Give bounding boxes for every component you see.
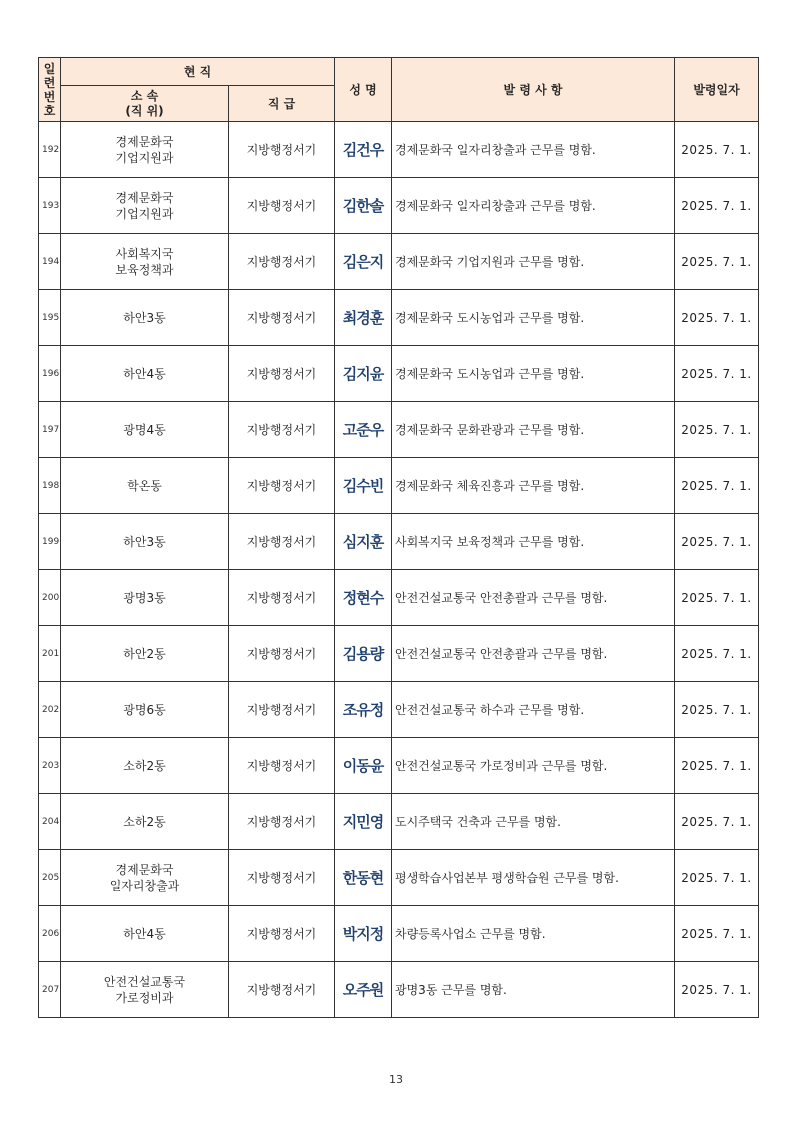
row-serial-number: 205 (39, 850, 61, 906)
table-row (39, 906, 759, 962)
row-grade: 지방행정서기 (229, 570, 335, 626)
row-name: 심지훈 (335, 514, 392, 570)
header-unit: 소 속 (직 위) (61, 86, 229, 122)
row-date: 2025. 7. 1. (675, 290, 759, 346)
row-grade: 지방행정서기 (229, 962, 335, 1018)
row-unit: 학온동 (61, 458, 229, 514)
row-date: 2025. 7. 1. (675, 906, 759, 962)
row-name: 박지정 (335, 906, 392, 962)
row-grade: 지방행정서기 (229, 346, 335, 402)
row-name: 김용량 (335, 626, 392, 682)
row-order: 차량등록사업소 근무를 명함. (392, 906, 675, 962)
row-unit: 하안4동 (61, 906, 229, 962)
row-order: 경제문화국 일자리창출과 근무를 명함. (392, 122, 675, 178)
row-name: 고준우 (335, 402, 392, 458)
row-name: 김건우 (335, 122, 392, 178)
table-row (39, 738, 759, 794)
row-serial-number: 199 (39, 514, 61, 570)
table-row (39, 290, 759, 346)
row-unit: 광명6동 (61, 682, 229, 738)
header-name: 성 명 (335, 58, 392, 122)
row-serial-number: 200 (39, 570, 61, 626)
header-grade: 직 급 (229, 86, 335, 122)
table-row (39, 794, 759, 850)
table-row (39, 850, 759, 906)
table-row (39, 178, 759, 234)
row-serial-number: 192 (39, 122, 61, 178)
row-order: 안전건설교통국 안전총괄과 근무를 명함. (392, 626, 675, 682)
row-unit: 소하2동 (61, 738, 229, 794)
row-serial-number: 204 (39, 794, 61, 850)
row-date: 2025. 7. 1. (675, 682, 759, 738)
row-unit: 하안2동 (61, 626, 229, 682)
row-order: 안전건설교통국 하수과 근무를 명함. (392, 682, 675, 738)
row-name: 한동현 (335, 850, 392, 906)
row-name: 김은지 (335, 234, 392, 290)
table-row (39, 122, 759, 178)
row-unit: 하안3동 (61, 290, 229, 346)
row-serial-number: 194 (39, 234, 61, 290)
header-current-post: 현 직 (61, 58, 335, 86)
row-date: 2025. 7. 1. (675, 122, 759, 178)
table-row (39, 402, 759, 458)
header-serial-number: 일 련 번 호 (39, 58, 61, 122)
row-grade: 지방행정서기 (229, 626, 335, 682)
row-serial-number: 193 (39, 178, 61, 234)
row-grade: 지방행정서기 (229, 794, 335, 850)
row-unit: 광명3동 (61, 570, 229, 626)
row-name: 오주원 (335, 962, 392, 1018)
row-grade: 지방행정서기 (229, 290, 335, 346)
row-order: 경제문화국 도시농업과 근무를 명함. (392, 290, 675, 346)
row-date: 2025. 7. 1. (675, 850, 759, 906)
row-order: 안전건설교통국 안전총괄과 근무를 명함. (392, 570, 675, 626)
row-date: 2025. 7. 1. (675, 626, 759, 682)
row-name: 김한솔 (335, 178, 392, 234)
row-order: 경제문화국 도시농업과 근무를 명함. (392, 346, 675, 402)
row-order: 경제문화국 기업지원과 근무를 명함. (392, 234, 675, 290)
row-serial-number: 201 (39, 626, 61, 682)
row-date: 2025. 7. 1. (675, 346, 759, 402)
header-order: 발 령 사 항 (392, 58, 675, 122)
row-date: 2025. 7. 1. (675, 738, 759, 794)
row-order: 경제문화국 문화관광과 근무를 명함. (392, 402, 675, 458)
row-unit: 경제문화국 일자리창출과 (61, 850, 229, 906)
row-order: 경제문화국 일자리창출과 근무를 명함. (392, 178, 675, 234)
row-grade: 지방행정서기 (229, 234, 335, 290)
row-date: 2025. 7. 1. (675, 514, 759, 570)
row-date: 2025. 7. 1. (675, 794, 759, 850)
row-unit: 광명4동 (61, 402, 229, 458)
row-unit: 하안3동 (61, 514, 229, 570)
table-row (39, 458, 759, 514)
row-order: 도시주택국 건축과 근무를 명함. (392, 794, 675, 850)
row-name: 지민영 (335, 794, 392, 850)
row-unit: 하안4동 (61, 346, 229, 402)
row-grade: 지방행정서기 (229, 514, 335, 570)
table-row (39, 514, 759, 570)
row-order: 안전건설교통국 가로정비과 근무를 명함. (392, 738, 675, 794)
table-row (39, 626, 759, 682)
table-row (39, 962, 759, 1018)
row-serial-number: 207 (39, 962, 61, 1018)
row-date: 2025. 7. 1. (675, 402, 759, 458)
row-name: 조유정 (335, 682, 392, 738)
row-unit: 경제문화국 기업지원과 (61, 178, 229, 234)
row-grade: 지방행정서기 (229, 458, 335, 514)
row-unit: 사회복지국 보육정책과 (61, 234, 229, 290)
row-date: 2025. 7. 1. (675, 234, 759, 290)
row-order: 사회복지국 보육정책과 근무를 명함. (392, 514, 675, 570)
row-grade: 지방행정서기 (229, 738, 335, 794)
page-number: 13 (389, 1073, 403, 1086)
row-serial-number: 202 (39, 682, 61, 738)
row-serial-number: 198 (39, 458, 61, 514)
row-serial-number: 196 (39, 346, 61, 402)
row-date: 2025. 7. 1. (675, 962, 759, 1018)
row-date: 2025. 7. 1. (675, 178, 759, 234)
row-grade: 지방행정서기 (229, 402, 335, 458)
row-grade: 지방행정서기 (229, 178, 335, 234)
row-name: 김지윤 (335, 346, 392, 402)
row-name: 김수빈 (335, 458, 392, 514)
table-row (39, 346, 759, 402)
row-order: 평생학습사업본부 평생학습원 근무를 명함. (392, 850, 675, 906)
table-row (39, 570, 759, 626)
row-date: 2025. 7. 1. (675, 458, 759, 514)
row-name: 최경훈 (335, 290, 392, 346)
row-serial-number: 197 (39, 402, 61, 458)
appointment-table (38, 57, 759, 1018)
row-serial-number: 195 (39, 290, 61, 346)
row-date: 2025. 7. 1. (675, 570, 759, 626)
row-order: 광명3동 근무를 명함. (392, 962, 675, 1018)
table-row (39, 682, 759, 738)
row-grade: 지방행정서기 (229, 906, 335, 962)
row-serial-number: 203 (39, 738, 61, 794)
table-row (39, 234, 759, 290)
row-grade: 지방행정서기 (229, 122, 335, 178)
row-order: 경제문화국 체육진흥과 근무를 명함. (392, 458, 675, 514)
row-unit: 경제문화국 기업지원과 (61, 122, 229, 178)
row-name: 이동윤 (335, 738, 392, 794)
row-grade: 지방행정서기 (229, 850, 335, 906)
row-grade: 지방행정서기 (229, 682, 335, 738)
row-name: 정현수 (335, 570, 392, 626)
header-date: 발령일자 (675, 58, 759, 122)
row-serial-number: 206 (39, 906, 61, 962)
table-body (39, 122, 759, 1018)
row-unit: 안전건설교통국 가로정비과 (61, 962, 229, 1018)
row-unit: 소하2동 (61, 794, 229, 850)
